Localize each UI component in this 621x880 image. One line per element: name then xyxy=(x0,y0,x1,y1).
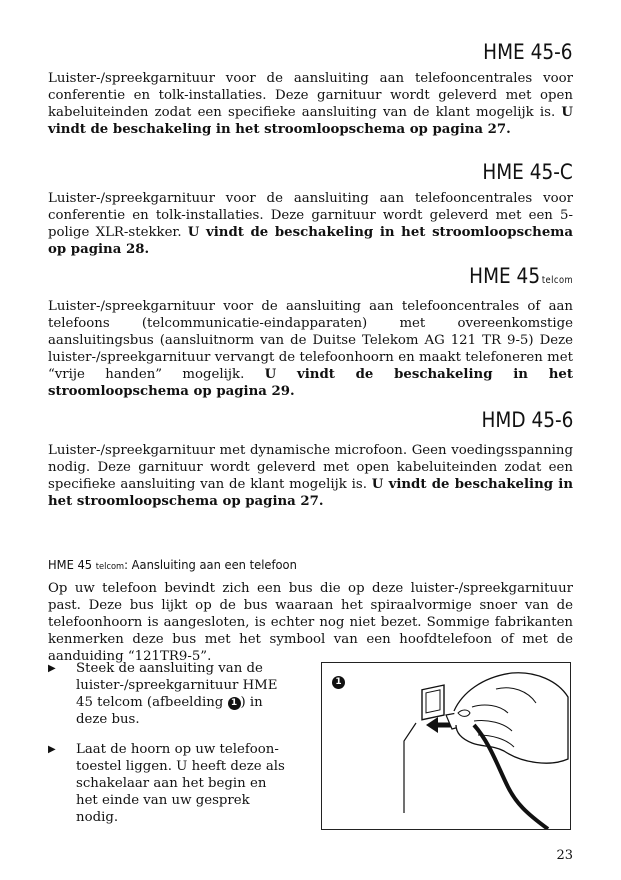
section-text-hme45-c xyxy=(48,190,573,258)
section-text-hme45-telcom xyxy=(48,298,573,400)
paragraph-text: Luister-/spreekgarnituur voor de aansluiting aan telefooncentrales voor conferentie en tolk-installaties. Deze garnituur wordt geleverd met open kabeluiteinden zodat een specifieke aansluiting van de klant mogelijk is. xyxy=(48,71,573,120)
paragraph-text: Luister-/spreekgarnituur met dynamische microfoon. Geen voedingsspanning nodig. Deze garnituur wordt geleverd met open kabeluiteinden zodat een specifieke aansluiting van de klant mogelijk is. xyxy=(48,443,573,492)
paragraph-text: Luister-/spreekgarnituur voor de aansluiting aan telefooncentrales of aan telefoons (telcommunicatie-eindapparaten) met overeenkomstige aansluitingsbus (aansluitnorm van de Duitse Telekom AG 121 TR 9-5) Deze luister-/spreekgarnituur vervangt de telefoonhoorn en maakt telefoneren met “vrije handen” mogelijk. xyxy=(48,299,573,382)
subsection-title-rest: : Aansluiting aan een telefoon xyxy=(124,557,297,572)
page-number: 23 xyxy=(556,848,573,863)
heading-text: HMD 45-6 xyxy=(481,408,573,432)
section-heading-hmd45-6 xyxy=(481,408,573,432)
list-item xyxy=(48,741,288,826)
section-heading-hme45-telcom xyxy=(469,264,573,288)
section-text-hme45-6 xyxy=(48,70,573,138)
list-item xyxy=(48,660,288,728)
subsection-heading xyxy=(48,557,297,572)
figure-number-badge: 1 xyxy=(332,676,345,689)
list-item-text-after: ) in deze bus. xyxy=(76,695,263,727)
section-heading-hme45-6 xyxy=(484,40,573,64)
section-text-hmd45-6 xyxy=(48,442,573,510)
paragraph-bold-reference: U vindt de beschakeling in het stroomloopschema op pagina 27. xyxy=(48,105,573,137)
figure-reference-badge: 1 xyxy=(228,697,241,710)
figure-plug-illustration xyxy=(321,662,571,830)
heading-suffix: telcom xyxy=(541,275,573,286)
subsection-text xyxy=(48,580,573,665)
paragraph-bold-reference: U vindt de beschakeling in het stroomloopschema op pagina 29. xyxy=(48,367,573,399)
bullet-arrow-icon: ▶ xyxy=(48,744,56,755)
paragraph-bold-reference: U vindt de beschakeling in het stroomloopschema op pagina 27. xyxy=(48,477,573,509)
subsection-title-prefix: HME 45 xyxy=(48,557,93,572)
paragraph-text: Op uw telefoon bevindt zich een bus die op deze luister-/spreekgarnituur past. Deze bus lijkt op de bus waaraan het spiraalvormige snoer van de telefoonhoorn is aangesloten, is echter nog niet bezet. Sommige fabrikanten kenmerken deze bus met het symbool van een hoofdtelefoon of met de aanduiding “121TR9-5”. xyxy=(48,581,573,664)
heading-text: HME 45-6 xyxy=(483,40,573,64)
paragraph-text: Luister-/spreekgarnituur voor de aansluiting aan telefooncentrales voor conferentie en tolk-installaties. Deze garnituur wordt geleverd met een 5-polige XLR-stekker. xyxy=(48,191,573,240)
manual-page xyxy=(48,0,573,880)
bullet-arrow-icon: ▶ xyxy=(48,663,56,674)
hand-plugging-cable-illustration xyxy=(322,663,570,829)
heading-text: HME 45 xyxy=(469,264,540,288)
section-heading-hme45-c xyxy=(483,160,573,184)
list-item-text: Steek de aansluiting van de luister-/spreekgarnituur HME 45 telcom (afbeelding xyxy=(76,661,278,710)
heading-text: HME 45-C xyxy=(482,160,573,184)
list-item-text: Laat de hoorn op uw telefoon-toestel liggen. U heeft deze als schakelaar aan het begin en het einde van uw gesprek nodig. xyxy=(76,742,285,825)
paragraph-bold-reference: U vindt de beschakeling in het stroomloopschema op pagina 28. xyxy=(48,225,573,257)
instruction-list xyxy=(48,660,288,839)
subsection-title-small: telcom xyxy=(95,562,125,572)
